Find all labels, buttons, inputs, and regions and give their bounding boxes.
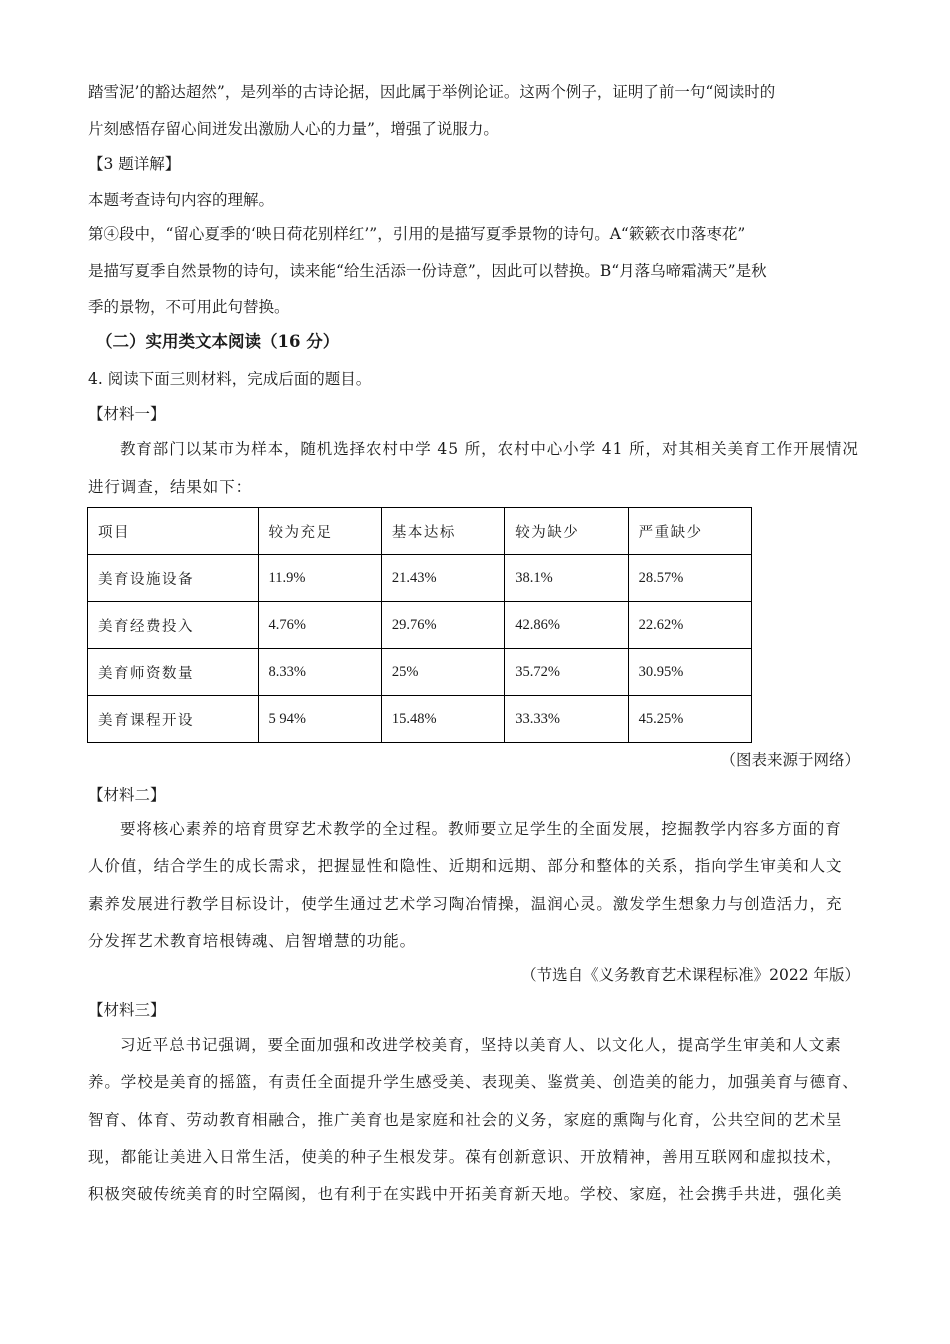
section-title: （二）实用类文本阅读（16 分） (96, 332, 340, 351)
material-2-line: 素养发展进行教学目标设计，使学生通过艺术学习陶冶情操，温润心灵。激发学生想象力与创造活力，充 (88, 895, 843, 913)
table-cell: 25% (381, 649, 504, 696)
table-cell: 15.48% (381, 696, 504, 743)
material-2-line: 分发挥艺术教育培根铸魂、启智增慧的功能。 (88, 932, 417, 950)
material-3-line: 积极突破传统美育的时空隔阂，也有利于在实践中开拓美育新天地。学校、家庭，社会携手共进，强化美 (88, 1185, 843, 1203)
answer-paragraph-line: 踏雪泥’的豁达超然”，是列举的古诗论据，因此属于举例论证。这两个例子，证明了前一句“阅读时的 (88, 83, 776, 101)
survey-table (87, 507, 752, 743)
table-cell: 美育经费投入 (88, 602, 259, 649)
q3-heading: 【3 题详解】 (88, 155, 181, 173)
q3-paragraph-line: 本题考查诗句内容的理解。 (88, 191, 275, 209)
table-cell: 30.95% (628, 649, 751, 696)
table-cell: 28.57% (628, 555, 751, 602)
table-header-cell: 严重缺少 (628, 508, 751, 555)
q3-paragraph-line: 是描写夏季自然景物的诗句，读来能“给生活添一份诗意”，因此可以替换。B“月落乌啼霜满天”是秋 (88, 262, 767, 280)
material-2-source: （节选自《义务教育艺术课程标准》2022 年版） (521, 966, 860, 984)
table-cell: 4.76% (258, 602, 381, 649)
table-cell: 29.76% (381, 602, 504, 649)
table-cell: 5 94% (258, 696, 381, 743)
table-header-row (88, 508, 752, 555)
table-row (88, 555, 752, 602)
table-header-cell: 基本达标 (381, 508, 504, 555)
material-3-line: 智育、体育、劳动教育相融合，推广美育也是家庭和社会的义务，家庭的熏陶与化育，公共空间的艺术呈 (88, 1111, 843, 1129)
material-2-label: 【材料二】 (88, 786, 166, 804)
table-cell: 22.62% (628, 602, 751, 649)
table-cell: 美育设施设备 (88, 555, 259, 602)
table-header-cell: 较为充足 (258, 508, 381, 555)
material-1-line: 教育部门以某市为样本，随机选择农村中学 45 所，农村中心小学 41 所，对其相关美育工作开展情况 (120, 440, 859, 458)
material-2-line: 人价值，结合学生的成长需求，把握显性和隐性、近期和远期、部分和整体的关系，指向学生审美和人文 (88, 857, 843, 875)
material-3-line: 养。学校是美育的摇篮，有责任全面提升学生感受美、表现美、鉴赏美、创造美的能力，加强美育与德育、 (88, 1073, 859, 1091)
table-row (88, 602, 752, 649)
table-cell: 美育课程开设 (88, 696, 259, 743)
answer-paragraph-line: 片刻感悟存留心间迸发出激励人心的力量”，增强了说服力。 (88, 120, 499, 138)
table-cell: 11.9% (258, 555, 381, 602)
table-header-cell: 较为缺少 (505, 508, 628, 555)
table-row (88, 696, 752, 743)
table-row (88, 649, 752, 696)
table-cell: 33.33% (505, 696, 628, 743)
table-cell: 35.72% (505, 649, 628, 696)
material-3-line: 习近平总书记强调，要全面加强和改进学校美育，坚持以美育人、以文化人，提高学生审美和人文素 (120, 1036, 842, 1054)
material-1-line: 进行调查，结果如下： (88, 478, 253, 496)
table-cell: 38.1% (505, 555, 628, 602)
q4-intro: 4. 阅读下面三则材料，完成后面的题目。 (88, 370, 372, 388)
table-header-cell: 项目 (88, 508, 259, 555)
table-cell: 42.86% (505, 602, 628, 649)
table-cell: 21.43% (381, 555, 504, 602)
table-cell: 美育师资数量 (88, 649, 259, 696)
material-3-label: 【材料三】 (88, 1001, 166, 1019)
table-cell: 8.33% (258, 649, 381, 696)
q3-paragraph-line: 季的景物，不可用此句替换。 (88, 298, 290, 316)
table-cell: 45.25% (628, 696, 751, 743)
q3-paragraph-line: 第④段中，“留心夏季的‘映日荷花别样红’”，引用的是描写夏季景物的诗句。A“簌簌衣巾落枣花” (88, 225, 746, 243)
material-3-line: 现，都能让美进入日常生活，使美的种子生根发芽。葆有创新意识、开放精神，善用互联网和虚拟技术， (88, 1148, 843, 1166)
table-source-note: （图表来源于网络） (720, 751, 860, 769)
material-2-line: 要将核心素养的培育贯穿艺术教学的全过程。教师要立足学生的全面发展，挖掘教学内容多方面的育 (120, 820, 842, 838)
material-1-label: 【材料一】 (88, 405, 166, 423)
